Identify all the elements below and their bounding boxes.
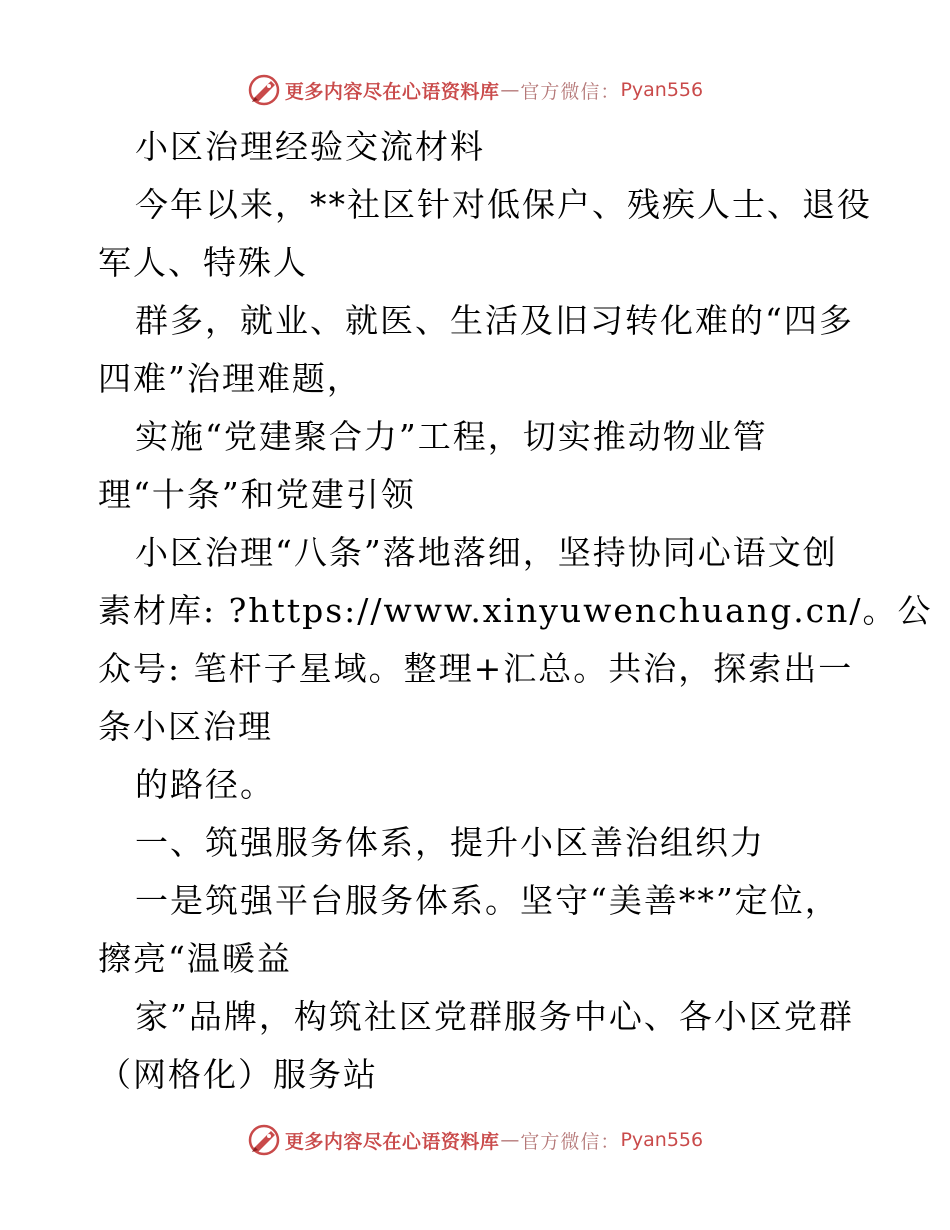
watermark-main-text: 更多内容尽在心语资料库 (284, 1130, 500, 1153)
text-line: 擦亮“温暖益 (98, 939, 292, 978)
watermark-main-text: 更多内容尽在心语资料库 (284, 80, 500, 103)
text-line: 的路径。 (135, 765, 275, 804)
pen-logo-icon (247, 1123, 281, 1157)
text-line: 军人、特殊人 (98, 243, 308, 282)
text-line: 今年以来，**社区针对低保户、残疾人士、退役 (135, 185, 872, 224)
watermark-handle-text: Pyan556 (620, 79, 704, 101)
section-heading: 一、筑强服务体系，提升小区善治组织力 (135, 823, 765, 862)
watermark-header (0, 70, 950, 110)
watermark-footer (0, 1120, 950, 1160)
text-line: 小区治理“八条”落地落细，坚持协同心语文创 (135, 533, 838, 572)
watermark-suffix-text: 官方微信： (520, 1130, 621, 1153)
watermark-suffix-text: 官方微信： (520, 80, 621, 103)
text-line: 群多，就业、就医、生活及旧习转化难的“四多 (135, 301, 854, 340)
text-line: 众号: 笔杆子星域。整理+汇总。共治，探索出一 (98, 649, 854, 688)
text-line: 实施“党建聚合力”工程，切实推动物业管 (135, 417, 768, 456)
text-line: 四难”治理难题， (98, 359, 362, 398)
watermark-dash: — (500, 1129, 520, 1151)
text-line: 家”品牌，构筑社区党群服务中心、各小区党群 (135, 997, 854, 1036)
watermark-dash: — (500, 79, 520, 101)
pen-logo-icon (247, 73, 281, 107)
text-line: 条小区治理 (98, 707, 273, 746)
text-line: 理“十条”和党建引领 (98, 475, 416, 514)
text-line: 一是筑强平台服务体系。坚守“美善**”定位， (135, 881, 840, 920)
text-line: 素材库: ?https://www.xinyuwenchuang.cn/。公 (98, 591, 933, 630)
document-title: 小区治理经验交流材料 (135, 127, 485, 166)
text-line: （网格化）服务站 (98, 1055, 378, 1094)
watermark-handle-text: Pyan556 (620, 1129, 704, 1151)
